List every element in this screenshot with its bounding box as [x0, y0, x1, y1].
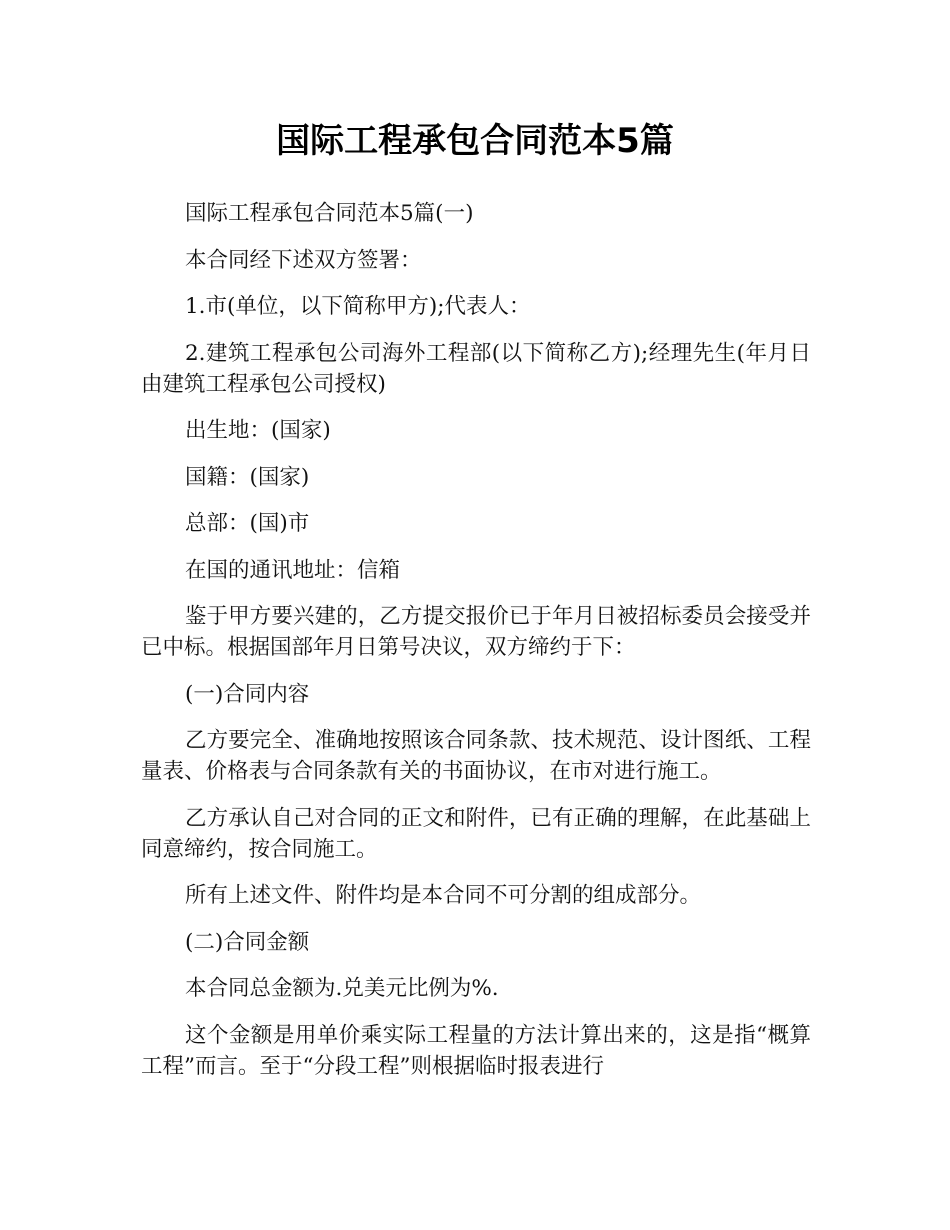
section-heading: (二)合同金额: [185, 929, 310, 955]
paragraph: 本合同总金额为.兑美元比例为%.: [185, 976, 499, 1001]
paragraph: 所有上述文件、附件均是本合同不可分割的组成部分。: [185, 883, 702, 908]
paragraph: 在国的通讯地址：信箱: [185, 557, 401, 583]
document-body: [141, 198, 811, 1097]
paragraph: 鉴于甲方要兴建的，乙方提交报价已于年月日被招标委员会接受并已中标。根据国部年月日第号决议，双方缔约于下：: [141, 604, 811, 660]
paragraph: 乙方要完全、准确地按照该合同条款、技术规范、设计图纸、工程量表、价格表与合同条款有关的书面协议，在市对进行施工。: [141, 728, 811, 784]
document-title: 国际工程承包合同范本5篇: [276, 121, 674, 161]
section-heading: (一)合同内容: [185, 681, 310, 707]
paragraph: 这个金额是用单价乘实际工程量的方法计算出来的，这是指“概算工程”而言。至于“分段工程”则根据临时报表进行: [141, 1022, 811, 1079]
paragraph: 2.建筑工程承包公司海外工程部(以下简称乙方);经理先生(年月日由建筑工程承包公司授权): [141, 340, 811, 397]
paragraph: 总部：(国)市: [185, 511, 310, 536]
paragraph: 国籍：(国家): [185, 464, 310, 490]
paragraph: 本合同经下述双方签署：: [185, 247, 422, 273]
paragraph: 1.市(单位，以下简称甲方);代表人：: [185, 294, 531, 319]
paragraph: 乙方承认自己对合同的正文和附件，已有正确的理解，在此基础上同意缔约，按合同施工。: [141, 805, 811, 862]
paragraph: 出生地：(国家): [185, 418, 331, 443]
paragraph: 国际工程承包合同范本5篇(一): [185, 201, 474, 226]
